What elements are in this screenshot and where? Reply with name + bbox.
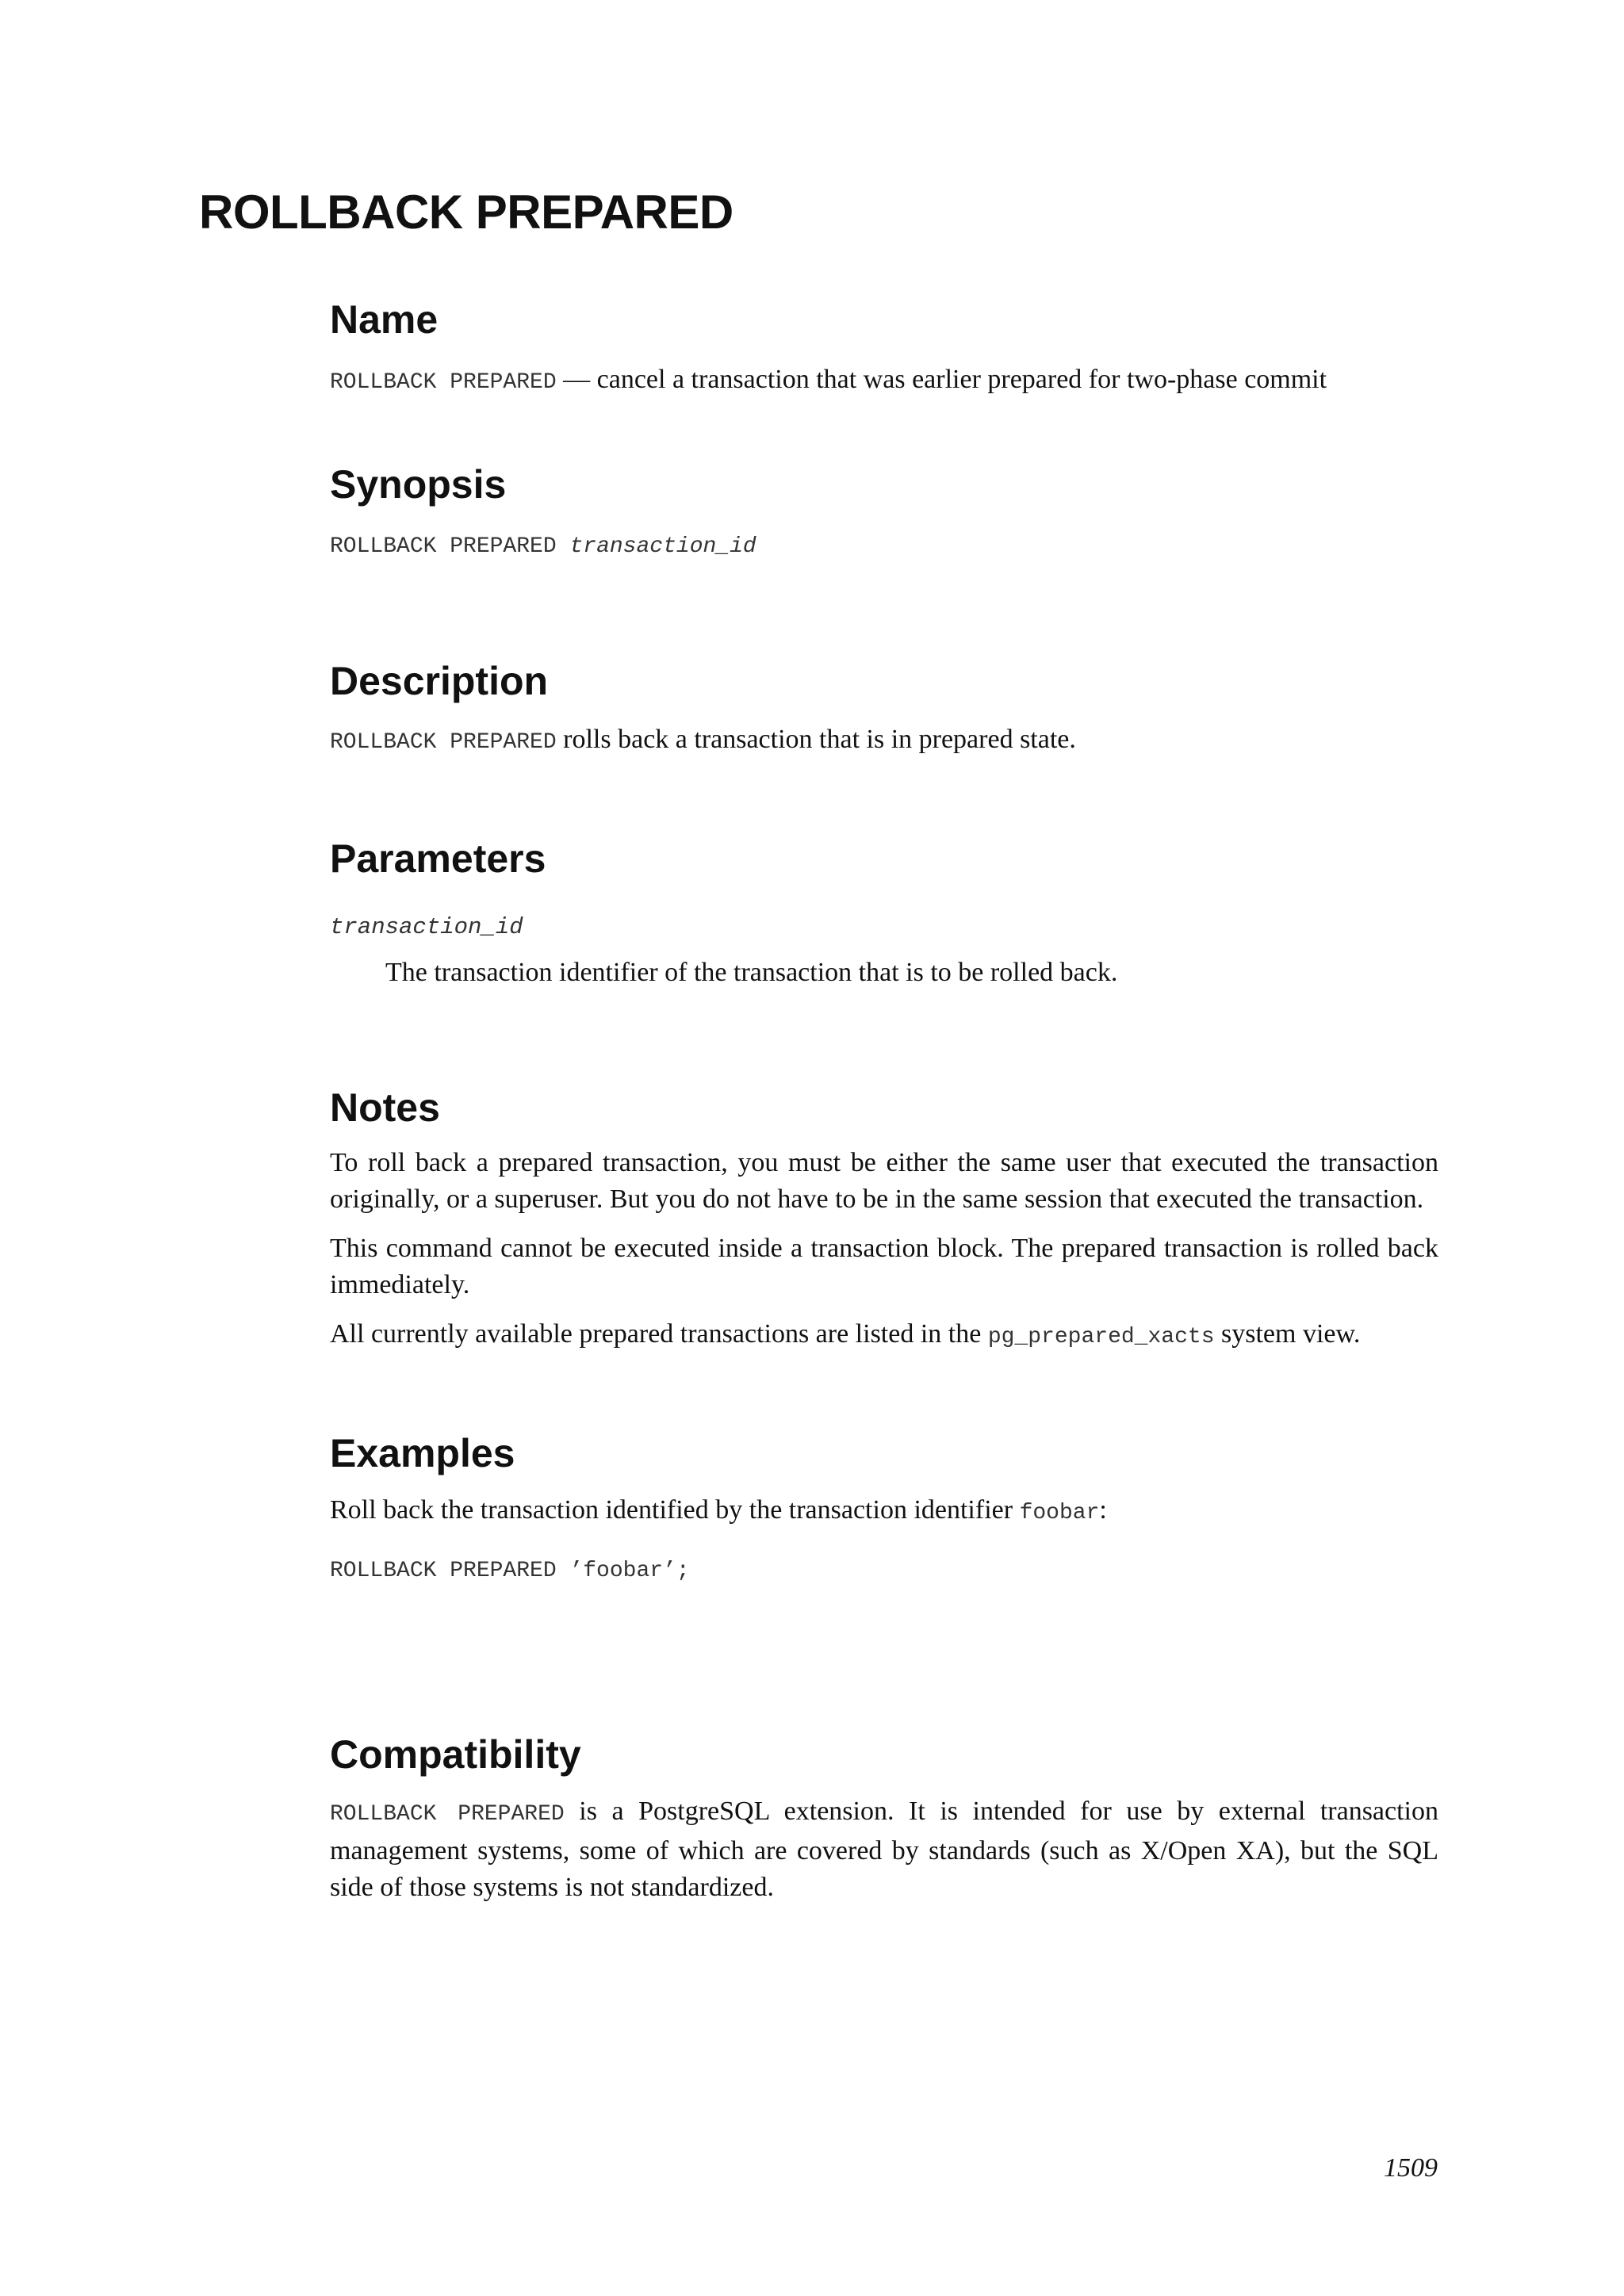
notes-paragraph-3 [330, 1316, 1438, 1356]
notes-paragraph-3-before: All currently available prepared transactions are listed in the [330, 1319, 982, 1349]
compatibility-text: is a PostgreSQL extension. It is intended for use by external transaction management systems, some of which are covered by standards (such as X/Open XA), but the SQL side of those systems is not standardized. [330, 1797, 1439, 1902]
description-text: rolls back a transaction that is in prepared state. [563, 725, 1076, 754]
examples-intro [330, 1492, 1438, 1532]
notes-view-name: pg_prepared_xacts [987, 1325, 1215, 1349]
name-heading: Name [330, 297, 439, 342]
parameter-term: transaction_id [330, 914, 523, 940]
examples-intro-after: : [1099, 1495, 1107, 1525]
synopsis-command: ROLLBACK PREPARED [330, 534, 557, 559]
page-number: 1509 [1384, 2153, 1438, 2183]
synopsis-argument: transaction_id [569, 534, 756, 559]
compatibility-paragraph [330, 1793, 1438, 1906]
name-summary [330, 362, 1438, 401]
parameter-definition: The transaction identifier of the transaction that is to be rolled back. [385, 958, 1118, 987]
parameters-section [330, 832, 1438, 991]
description-command: ROLLBACK PREPARED [330, 730, 557, 755]
notes-paragraph-1: To roll back a prepared transaction, you must be either the same user that executed the transaction originally, or a superuser. But you do not have to be in the same session that executed the transaction. [330, 1148, 1438, 1214]
parameters-heading: Parameters [330, 836, 546, 881]
examples-code: ROLLBACK PREPARED ’foobar’; [330, 1559, 690, 1583]
description-paragraph [330, 721, 1438, 761]
examples-section [330, 1427, 1438, 1589]
examples-intro-before: Roll back the transaction identified by the transaction identifier [330, 1495, 1013, 1525]
name-command: ROLLBACK PREPARED [330, 370, 557, 395]
notes-paragraph-3-after: system view. [1221, 1319, 1361, 1349]
notes-heading: Notes [330, 1085, 440, 1130]
name-section [330, 293, 1438, 401]
examples-identifier: foobar [1019, 1501, 1100, 1525]
compatibility-heading: Compatibility [330, 1732, 581, 1777]
synopsis-code [330, 530, 1438, 564]
compatibility-command: ROLLBACK PREPARED [330, 1802, 565, 1827]
name-summary-text: — cancel a transaction that was earlier prepared for two-phase commit [563, 365, 1327, 394]
examples-heading: Examples [330, 1431, 515, 1475]
description-section [330, 655, 1438, 761]
compatibility-section [330, 1728, 1438, 1906]
notes-section [330, 1081, 1438, 1356]
synopsis-section [330, 458, 1438, 564]
description-heading: Description [330, 659, 549, 703]
synopsis-heading: Synopsis [330, 462, 507, 507]
notes-paragraph-2: This command cannot be executed inside a transaction block. The prepared transaction is rolled back immediately. [330, 1234, 1438, 1299]
page-title: ROLLBACK PREPARED [199, 186, 733, 239]
